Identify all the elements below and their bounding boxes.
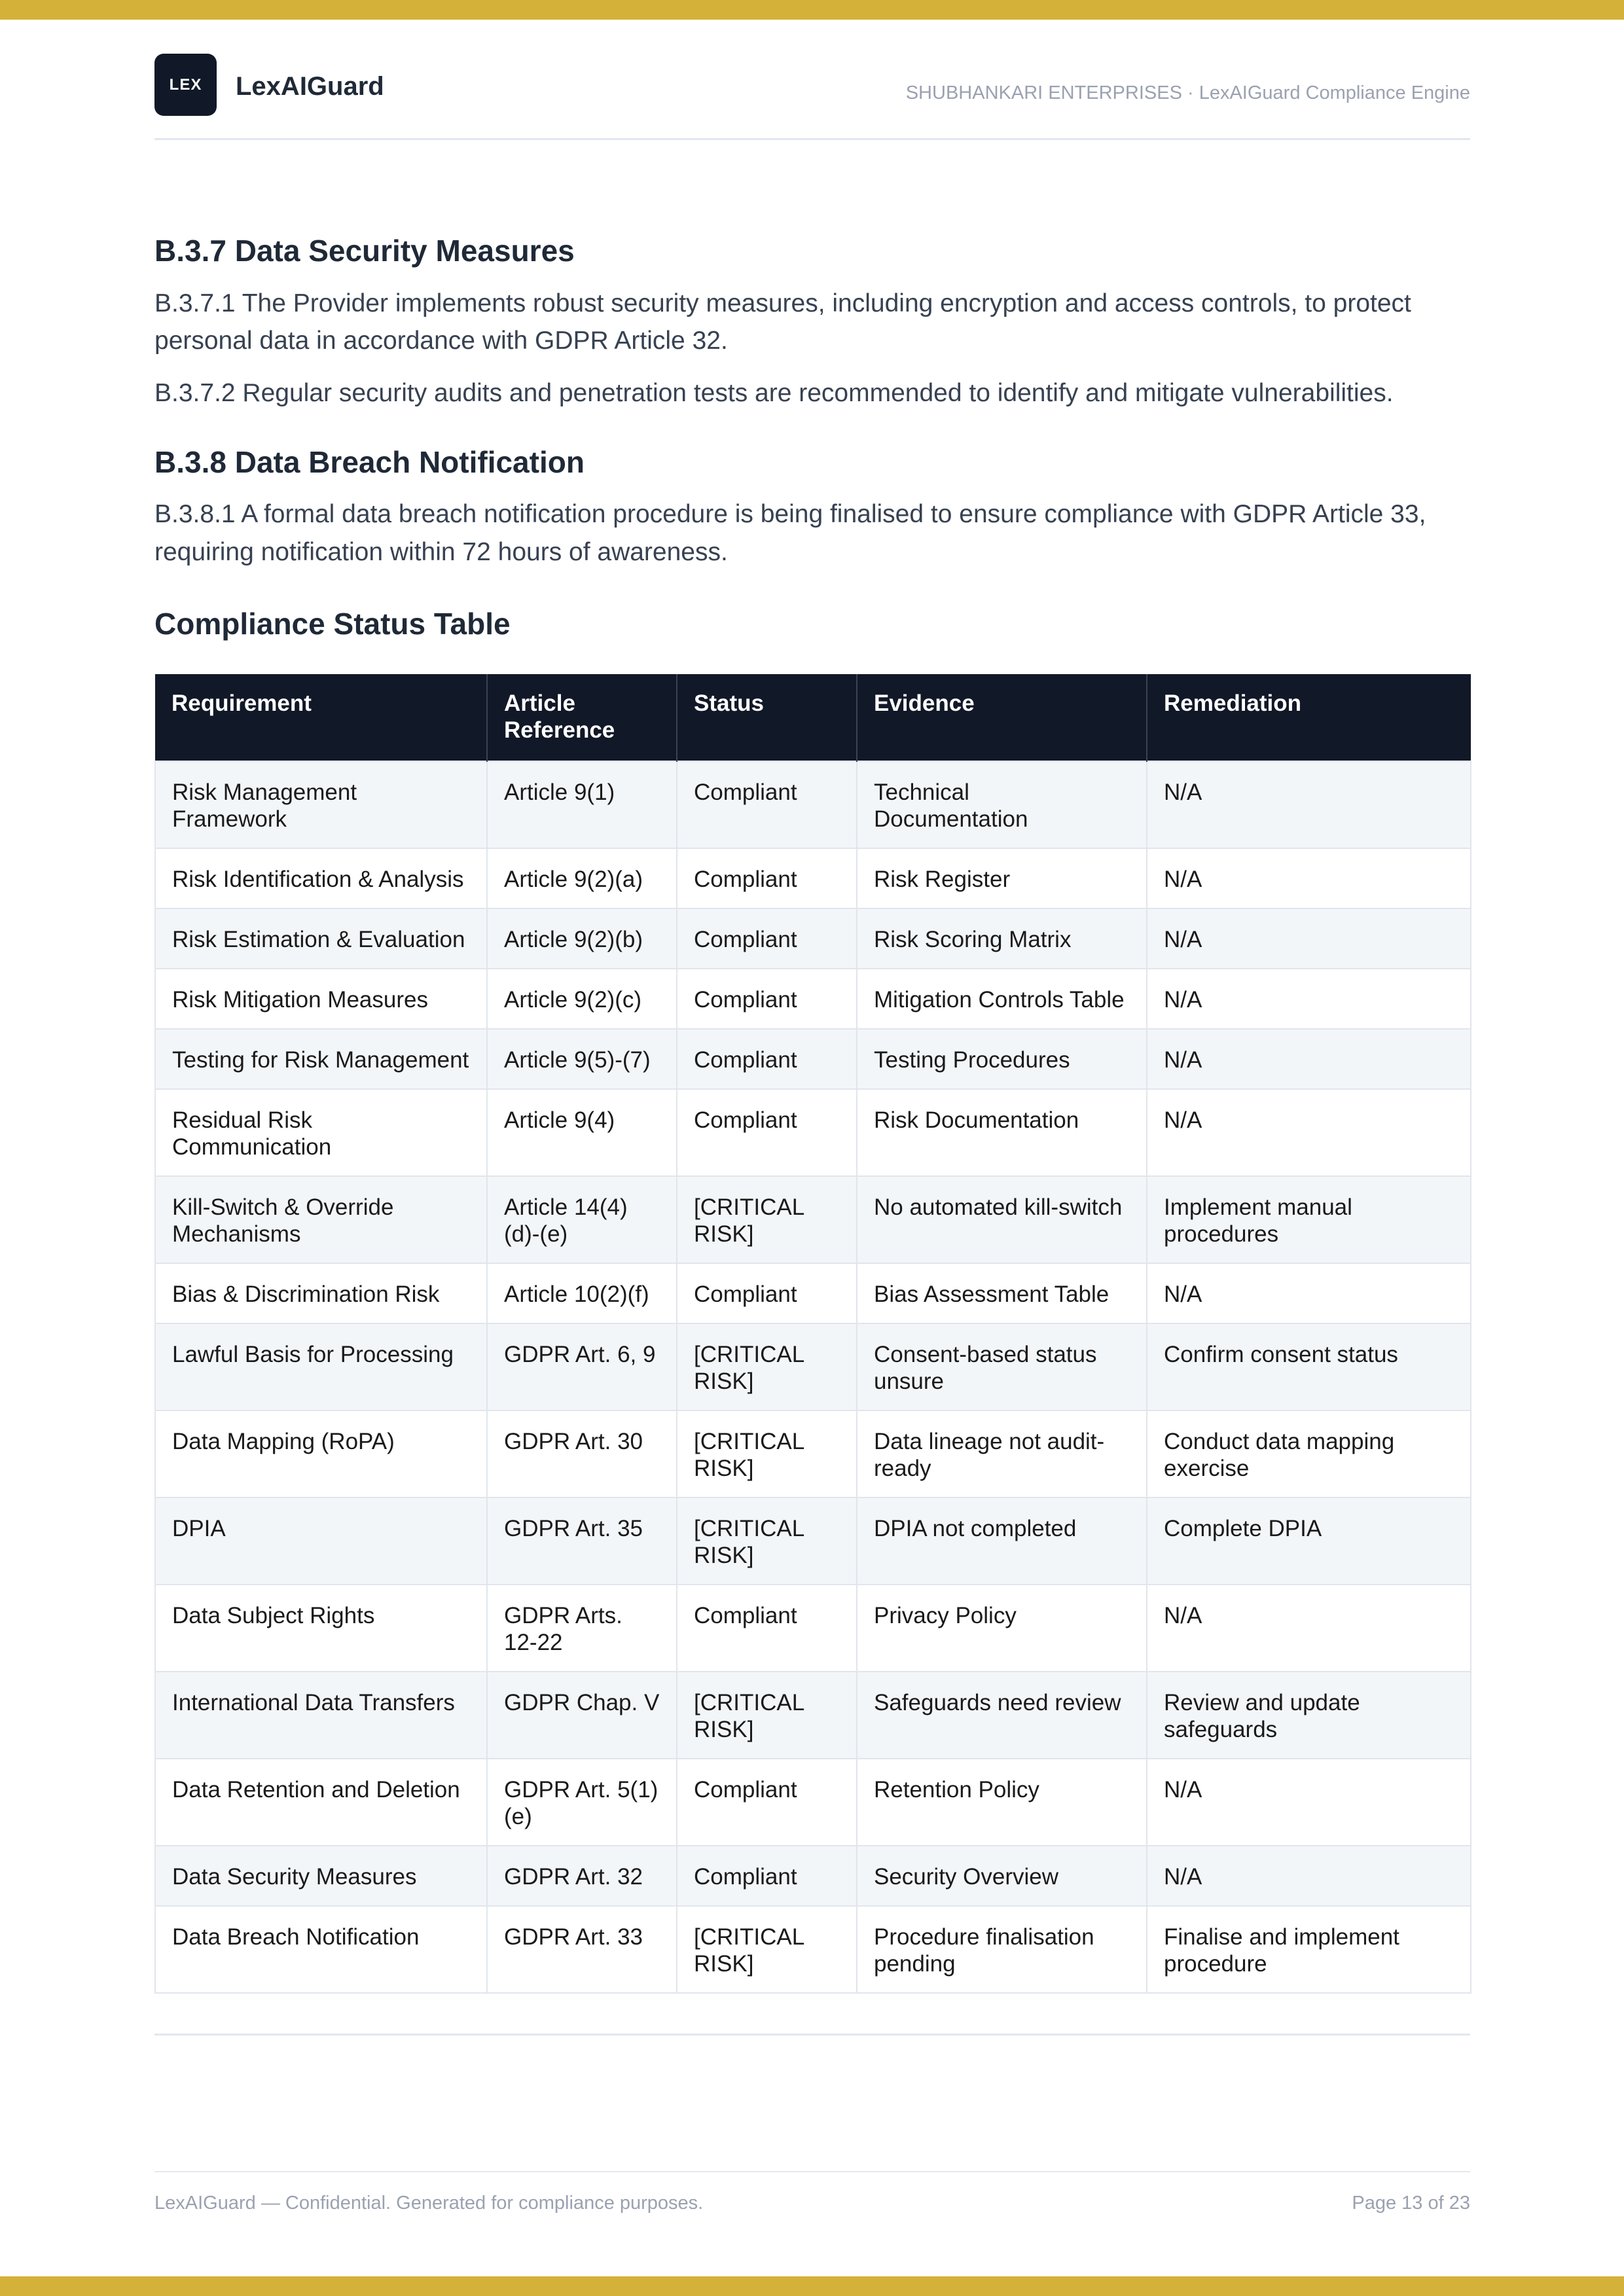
- cell-article: Article 9(2)(b): [487, 908, 677, 969]
- table-row: [155, 1410, 1471, 1498]
- table-row: [155, 1029, 1471, 1089]
- cell-requirement: Data Subject Rights: [155, 1585, 487, 1672]
- cell-status: Compliant: [677, 848, 857, 908]
- column-header-evidence: Evidence: [857, 674, 1147, 761]
- cell-evidence: Procedure finalisation pending: [857, 1906, 1147, 1993]
- cell-remediation: Confirm consent status: [1147, 1323, 1471, 1410]
- table-row: [155, 1672, 1471, 1759]
- cell-remediation: N/A: [1147, 969, 1471, 1029]
- cell-article: Article 14(4)(d)-(e): [487, 1176, 677, 1263]
- column-header-article-reference: Article Reference: [487, 674, 677, 761]
- cell-requirement: Data Security Measures: [155, 1846, 487, 1906]
- table-row: [155, 1906, 1471, 1993]
- cell-requirement: Risk Estimation & Evaluation: [155, 908, 487, 969]
- cell-remediation: N/A: [1147, 908, 1471, 969]
- cell-status: Compliant: [677, 969, 857, 1029]
- section-heading-b38: B.3.8 Data Breach Notification: [154, 444, 585, 479]
- cell-requirement: Data Retention and Deletion: [155, 1759, 487, 1846]
- cell-requirement: International Data Transfers: [155, 1672, 487, 1759]
- cell-requirement: Residual Risk Communication: [155, 1089, 487, 1176]
- cell-article: Article 9(2)(a): [487, 848, 677, 908]
- cell-status: Compliant: [677, 1759, 857, 1846]
- brand-name: LexAIGuard: [236, 72, 384, 101]
- cell-evidence: Privacy Policy: [857, 1585, 1147, 1672]
- cell-article: GDPR Art. 6, 9: [487, 1323, 677, 1410]
- paragraph-b371: B.3.7.1 The Provider implements robust security measures, including encryption and access controls, to protect personal data in accordance with GDPR Article 32.: [154, 289, 1411, 355]
- cell-status: Compliant: [677, 1585, 857, 1672]
- document-body: [154, 232, 1470, 1994]
- header-org-text: SHUBHANKARI ENTERPRISES · LexAIGuard Compliance Engine: [905, 82, 1470, 103]
- cell-remediation: Review and update safeguards: [1147, 1672, 1471, 1759]
- cell-remediation: Finalise and implement procedure: [1147, 1906, 1471, 1993]
- table-row: [155, 848, 1471, 908]
- cell-status: Compliant: [677, 908, 857, 969]
- cell-remediation: N/A: [1147, 1089, 1471, 1176]
- cell-requirement: Data Mapping (RoPA): [155, 1410, 487, 1498]
- cell-status: [CRITICAL RISK]: [677, 1672, 857, 1759]
- cell-status: Compliant: [677, 1089, 857, 1176]
- cell-requirement: Risk Identification & Analysis: [155, 848, 487, 908]
- cell-evidence: Bias Assessment Table: [857, 1263, 1147, 1323]
- cell-requirement: Lawful Basis for Processing: [155, 1323, 487, 1410]
- table-row: [155, 1846, 1471, 1906]
- cell-status: [CRITICAL RISK]: [677, 1176, 857, 1263]
- table-row: [155, 1585, 1471, 1672]
- cell-requirement: Kill-Switch & Override Mechanisms: [155, 1176, 487, 1263]
- cell-evidence: DPIA not completed: [857, 1498, 1147, 1585]
- cell-evidence: Mitigation Controls Table: [857, 969, 1147, 1029]
- cell-requirement: Testing for Risk Management: [155, 1029, 487, 1089]
- table-row: [155, 969, 1471, 1029]
- cell-article: GDPR Chap. V: [487, 1672, 677, 1759]
- cell-article: Article 9(4): [487, 1089, 677, 1176]
- cell-evidence: No automated kill-switch: [857, 1176, 1147, 1263]
- table-row: [155, 1089, 1471, 1176]
- column-header-remediation: Remediation: [1147, 674, 1471, 761]
- compliance-status-table: [154, 674, 1471, 1994]
- table-header-row: [155, 674, 1471, 761]
- cell-remediation: N/A: [1147, 1029, 1471, 1089]
- cell-status: [CRITICAL RISK]: [677, 1410, 857, 1498]
- logo-badge: LEX: [154, 54, 217, 116]
- cell-evidence: Retention Policy: [857, 1759, 1147, 1846]
- cell-article: GDPR Art. 5(1)(e): [487, 1759, 677, 1846]
- table-row: [155, 761, 1471, 848]
- cell-remediation: N/A: [1147, 761, 1471, 848]
- cell-evidence: Data lineage not audit-ready: [857, 1410, 1147, 1498]
- top-accent-band: [0, 0, 1624, 20]
- section-heading-b37: B.3.7 Data Security Measures: [154, 234, 575, 268]
- footer-confidential-note: LexAIGuard — Confidential. Generated for compliance purposes.: [154, 2193, 704, 2214]
- table-row: [155, 1498, 1471, 1585]
- table-row: [155, 1263, 1471, 1323]
- cell-remediation: N/A: [1147, 1759, 1471, 1846]
- cell-requirement: Bias & Discrimination Risk: [155, 1263, 487, 1323]
- page-number: Page 13 of 23: [1352, 2193, 1470, 2214]
- table-row: [155, 1176, 1471, 1263]
- cell-remediation: N/A: [1147, 1263, 1471, 1323]
- footer-divider: [154, 2171, 1470, 2172]
- cell-requirement: DPIA: [155, 1498, 487, 1585]
- paragraph-b381: B.3.8.1 A formal data breach notification procedure is being finalised to ensure compliance with GDPR Article 33, requiring notification within 72 hours of awareness.: [154, 500, 1426, 566]
- cell-remediation: N/A: [1147, 1585, 1471, 1672]
- cell-article: GDPR Art. 30: [487, 1410, 677, 1498]
- cell-status: Compliant: [677, 761, 857, 848]
- cell-evidence: Safeguards need review: [857, 1672, 1147, 1759]
- cell-evidence: Technical Documentation: [857, 761, 1147, 848]
- cell-requirement: Risk Mitigation Measures: [155, 969, 487, 1029]
- cell-status: Compliant: [677, 1846, 857, 1906]
- cell-remediation: Conduct data mapping exercise: [1147, 1410, 1471, 1498]
- cell-status: Compliant: [677, 1263, 857, 1323]
- cell-status: [CRITICAL RISK]: [677, 1323, 857, 1410]
- cell-evidence: Consent-based status unsure: [857, 1323, 1147, 1410]
- cell-remediation: N/A: [1147, 1846, 1471, 1906]
- cell-article: GDPR Arts. 12-22: [487, 1585, 677, 1672]
- cell-status: [CRITICAL RISK]: [677, 1498, 857, 1585]
- table-row: [155, 1323, 1471, 1410]
- cell-article: Article 9(2)(c): [487, 969, 677, 1029]
- cell-article: Article 9(1): [487, 761, 677, 848]
- cell-status: [CRITICAL RISK]: [677, 1906, 857, 1993]
- cell-requirement: Data Breach Notification: [155, 1906, 487, 1993]
- cell-remediation: N/A: [1147, 848, 1471, 908]
- cell-article: GDPR Art. 33: [487, 1906, 677, 1993]
- table-row: [155, 908, 1471, 969]
- page-header: [154, 54, 1470, 140]
- cell-evidence: Risk Documentation: [857, 1089, 1147, 1176]
- column-header-requirement: Requirement: [155, 674, 487, 761]
- table-row: [155, 1759, 1471, 1846]
- table-heading: Compliance Status Table: [154, 606, 511, 641]
- cell-requirement: Risk Management Framework: [155, 761, 487, 848]
- bottom-accent-band: [0, 2276, 1624, 2296]
- cell-article: Article 10(2)(f): [487, 1263, 677, 1323]
- cell-evidence: Testing Procedures: [857, 1029, 1147, 1089]
- cell-article: Article 9(5)-(7): [487, 1029, 677, 1089]
- cell-evidence: Security Overview: [857, 1846, 1147, 1906]
- cell-article: GDPR Art. 32: [487, 1846, 677, 1906]
- cell-evidence: Risk Scoring Matrix: [857, 908, 1147, 969]
- cell-evidence: Risk Register: [857, 848, 1147, 908]
- cell-remediation: Implement manual procedures: [1147, 1176, 1471, 1263]
- cell-article: GDPR Art. 35: [487, 1498, 677, 1585]
- cell-status: Compliant: [677, 1029, 857, 1089]
- column-header-status: Status: [677, 674, 857, 761]
- paragraph-b372: B.3.7.2 Regular security audits and penetration tests are recommended to identify and mitigate vulnerabilities.: [154, 378, 1394, 407]
- cell-remediation: Complete DPIA: [1147, 1498, 1471, 1585]
- section-divider: [154, 2034, 1470, 2036]
